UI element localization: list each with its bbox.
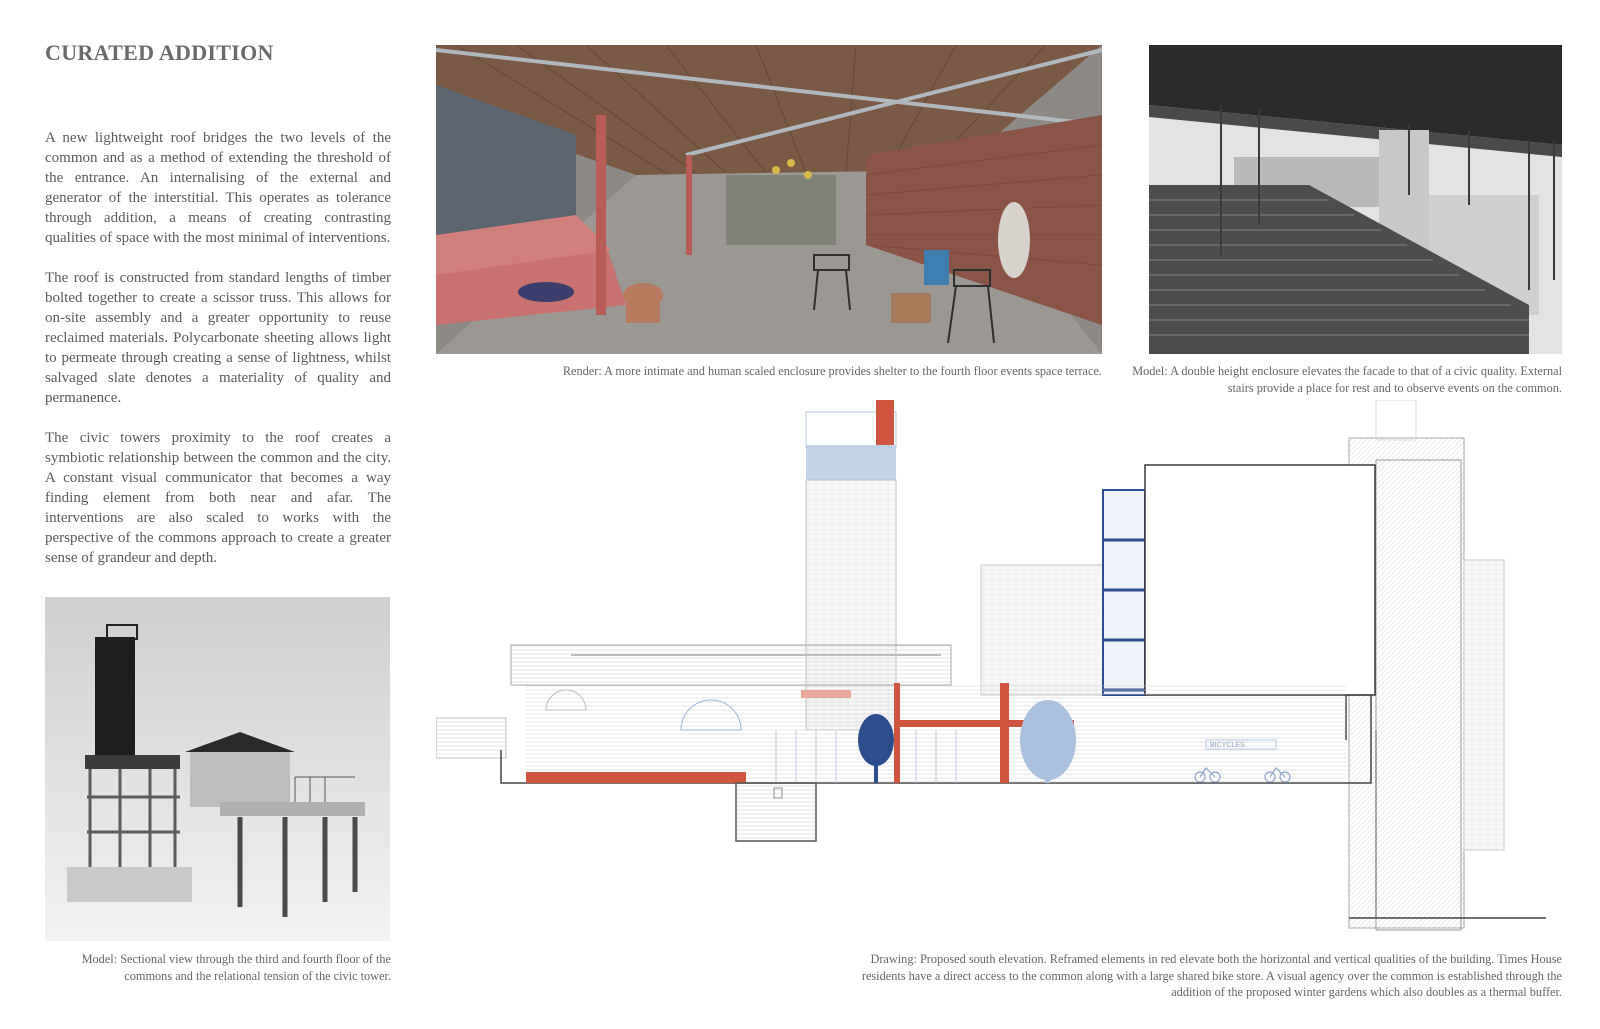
paragraph-roof-bridge: A new lightweight roof bridges the two levels of the common and as a method of extending the threshold of the entrance. An internalising of the external and generator of the interstitial. This operates as tolerance through addition, a means of creating contrasting qualities of space with the most minimal of interventions.: [45, 130, 391, 246]
paragraph-civic-tower: The civic towers proximity to the roof creates a symbiotic relationship between the common and the city. A constant visual communicator that becomes a way finding element from both near and afar. The interventions are also scaled to works with the perspective of the commons approach to create a greater sense of grandeur and depth.: [45, 430, 391, 566]
render-image: [436, 45, 1102, 354]
stairs-model-caption: Model: A double height enclosure elevates the facade to that of a civic quality. External stairs provide a place for rest and to observe events on the common.: [1132, 364, 1562, 395]
elevation-caption: Drawing: Proposed south elevation. Reframed elements in red elevate both the horizontal and vertical qualities of the building. Times House residents have a direct access to the common along with a large shared bike store. A visual agency over the common is established through the addition of the proposed winter gardens which also doubles as a thermal buffer.: [861, 952, 1562, 999]
page-title: CURATED ADDITION: [45, 40, 274, 65]
paragraph-scissor-truss: The roof is constructed from standard lengths of timber bolted together to create a scissor truss. This allows for on-site assembly and a greater opportunity to reuse reclaimed materials. Polycarbonate sheeting allows light to permeate through creating a sense of lightness, whilst salvaged slate denotes a materiality of quality and permanence.: [45, 270, 391, 406]
south-elevation-drawing: [436, 400, 1566, 950]
stairs-model-image: [1149, 45, 1562, 354]
section-model-caption: Model: Sectional view through the third and fourth floor of the commons and the relational tension of the civic tower.: [81, 952, 391, 983]
render-caption: Render: A more intimate and human scaled enclosure provides shelter to the fourth floor events space terrace.: [562, 364, 1102, 378]
section-model-image: [45, 597, 390, 941]
bicycle-store-sign: BICYCLES: [1210, 742, 1245, 749]
body-text: [45, 128, 391, 588]
